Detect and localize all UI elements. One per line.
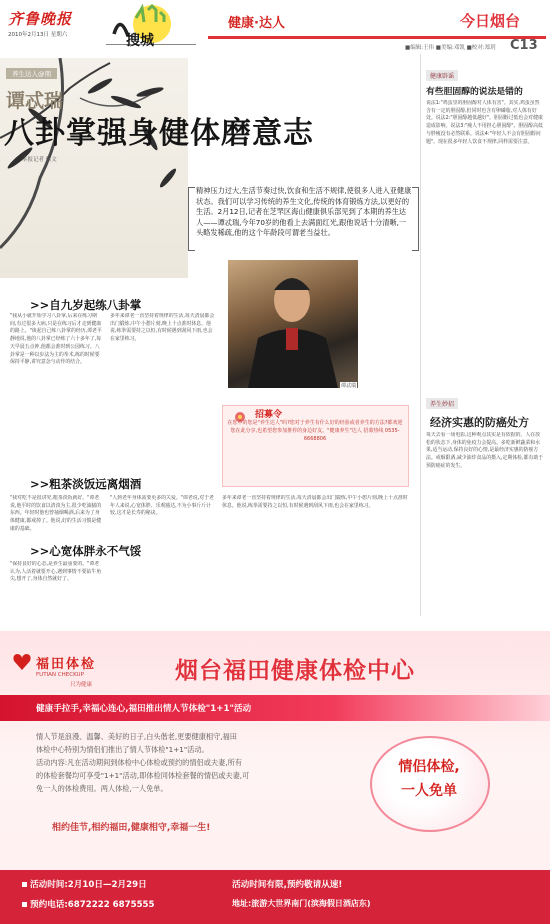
masthead-date: 2010年2月13日 星期六: [8, 32, 68, 38]
flower-icon: [232, 408, 248, 420]
ad-phone-text: 预约电话:6872222 6875555: [30, 900, 155, 910]
ad-body-line: 活动内容:凡在活动期间到体检中心体检或预约的情侣或夫妻,所有: [36, 758, 242, 767]
subhead-3: >>心宽体胖永不气馁: [30, 544, 142, 558]
sidebar-title-1: 有些胆固醇的说法是错的: [426, 87, 523, 97]
masthead-name: 齐鲁晚报: [8, 10, 73, 28]
subject-name: 谭忒瑞: [6, 90, 64, 112]
lead-paragraph: 精神压力过大,生活节奏过快,饮食和生活不规律,使很多人进入亚健康状态。我们可以学习传统的养生文化,传统的体育锻炼方法,以更好的生活。2月12日,记者在芝罘区海山健康俱乐部见到了本期的养生达人——谭忒瑞,今年70岁的他看上去满面红光,跟他说话十分清晰,一头略发稀疏,他的这个年龄段可谓老当益壮。: [196, 186, 412, 238]
body-column-6: 多年来谭老一直坚持着规律的生活,每天清晨都会出门锻炼,中午小憩片刻,晚上十点准时休息。他说,练拳需要持之以恒,有时候遇到刮风下雨,也会在家里练习。: [222, 495, 408, 509]
header-rule: [208, 36, 546, 39]
body-column-4: "保持良好的心态,是养生最重要的。"谭老认为,人活着就要开心,遇到事情不要钻牛角尖,想开了,身体自然就好了。: [10, 561, 102, 583]
ad-time: [22, 878, 147, 890]
subject-photo: [228, 260, 358, 388]
bullet-icon: [22, 902, 27, 907]
recruit-box: [222, 405, 409, 487]
edition-name: 今日烟台: [460, 12, 521, 30]
feature-kicker: 养生达人@期: [6, 68, 57, 79]
bullet-icon: [22, 882, 27, 887]
ad-body-line: 体检中心特别为情侣们推出了情人节体检"1+1"活动。: [36, 745, 209, 754]
ad-body-text: [36, 730, 356, 795]
body-column-5: "人到老年身体需要更多的关爱。"谭老说,对于老年人来说,心宽体胖、乐观豁达,不为小事斤斤计较,这才是长寿的秘诀。: [110, 495, 214, 517]
sidebar-kicker-1: 健康辟谣: [426, 70, 458, 81]
ad-brand-english: FUTIAN CHECKUP: [36, 672, 84, 678]
sidebar-body-1: 说法1:"鸡蛋里的胆固醇对人体有害"。其实,鸡蛋虽然含有一定的胆固醇,但同时也含有卵磷脂,对人体有好处。说法2:"胆固醇越低越好"。胆固醇过低也会对健康造成影响。说法3:"瘦人不用担心胆固醇"。胆固醇高低与胖瘦没有必然联系。说法4:"年轻人不会有胆固醇问题"。现在很多年轻人饮食不规律,同样需要注意。: [426, 100, 543, 145]
section-title: 健康·达人: [228, 16, 285, 31]
ad-body-line: 情人节是浪漫、温馨、美好的日子,白头偕老,更要健康相守,福田: [36, 732, 237, 741]
ad-slogan: 相约佳节,相约福田,健康相守,幸福一生!: [52, 823, 211, 833]
recruit-title: 招募令: [255, 410, 283, 420]
body-column-1: "我从小就开始学习八卦掌,后来在练习期间,有过很多大病,只是在练习后才走到健康的路上。"谈起自己练八卦掌的经历,谭老平静地说,他的八卦掌已经练了六十多年了,每天早晨五点钟,他都会准时到公园练习。八卦掌是一种以步法为主的拳术,练的时候要保持平静,讲究意念与动作的结合。: [10, 313, 102, 366]
subhead-2: >>粗茶淡饭远离烟酒: [30, 477, 142, 491]
lead-bracket-right: [412, 187, 419, 251]
lead-bracket-left: [188, 187, 195, 251]
ad-address: 地址:旅游大世界南门(滨海假日酒店东): [232, 899, 371, 908]
ad-body-line: 的体检套餐均可享受"1+1"活动,即体检同体检套餐的情侣或夫妻,可: [36, 771, 250, 780]
sidebar-title-2: 经济实惠的防癌处方: [430, 416, 529, 429]
ad-offer-line-2: 一人免单: [401, 783, 457, 799]
ad-hero-text: 健康手拉手,幸福心连心,福田推出情人节体检"1+1"活动: [36, 704, 252, 714]
sidebar-kicker-2: 养生妙招: [426, 398, 458, 409]
logo-text: 搜城: [126, 33, 154, 49]
ad-time-text: 活动时间:2月10日—2月29日: [30, 880, 147, 890]
ad-headline: 烟台福田健康体检中心: [175, 658, 415, 684]
ad-brand-tagline: 只为健康: [70, 682, 93, 688]
ad-body-line: 免一人的体检费用。两人体检,一人免单。: [36, 784, 168, 793]
ad-phone: [22, 898, 155, 910]
body-column-3: "我对吃不是很讲究,粗茶淡饭就好。"谭老说,他平时的饮食以清淡为主,很少吃油腻的东西。年轻时他也曾抽烟喝酒,后来为了身体健康,都戒掉了。他说,好的生活习惯是健康的基础。: [10, 495, 102, 532]
subhead-1: >>自九岁起练八卦掌: [30, 298, 142, 312]
photo-caption: 谭忒瑞: [341, 383, 357, 389]
body-column-2: 多年来谭老一直坚持着规律的生活,每天清晨都会出门锻炼,中午小憩片刻,晚上十点准时休息。他说,练拳需要持之以恒,有时候遇到刮风下雨,也会在家里练习。: [110, 313, 215, 343]
reporter-byline: 本报记者 侯文: [22, 157, 57, 163]
ad-brand-name: 福田体检: [36, 657, 97, 672]
feature-headline: 八卦掌强身健体磨意志: [4, 116, 314, 151]
sidebar-body-2: 每天去看一场电影,这种观点其实是有依据的。人在放松的状态下,身体的免疫力会提高。多吃新鲜蔬菜和水果,适当运动,保持良好的心情,是最经济实惠的防癌方法。戒烟限酒,减少油炸食品的摄入,定期体检,都有助于预防癌症的发生。: [426, 432, 544, 469]
page-number: C13: [510, 38, 538, 53]
heart-logo-icon: [12, 652, 32, 672]
ad-notice: 活动时间有限,预约敬请从速!: [232, 880, 343, 890]
ad-offer-line-1: 情侣体检,: [398, 759, 460, 775]
recruit-text: 在您中的您是"养生达人"吗?您对于养生有什么好的经验或者养生的方法?都欢迎您在此分享,也希望您参加推荐的身边好友。"健康养生"达人 招募热线 0535-6668806: [227, 420, 403, 442]
staff-line: ■编辑:王伟 ■美编:邓凯 ■校对:郑玥: [405, 45, 496, 51]
